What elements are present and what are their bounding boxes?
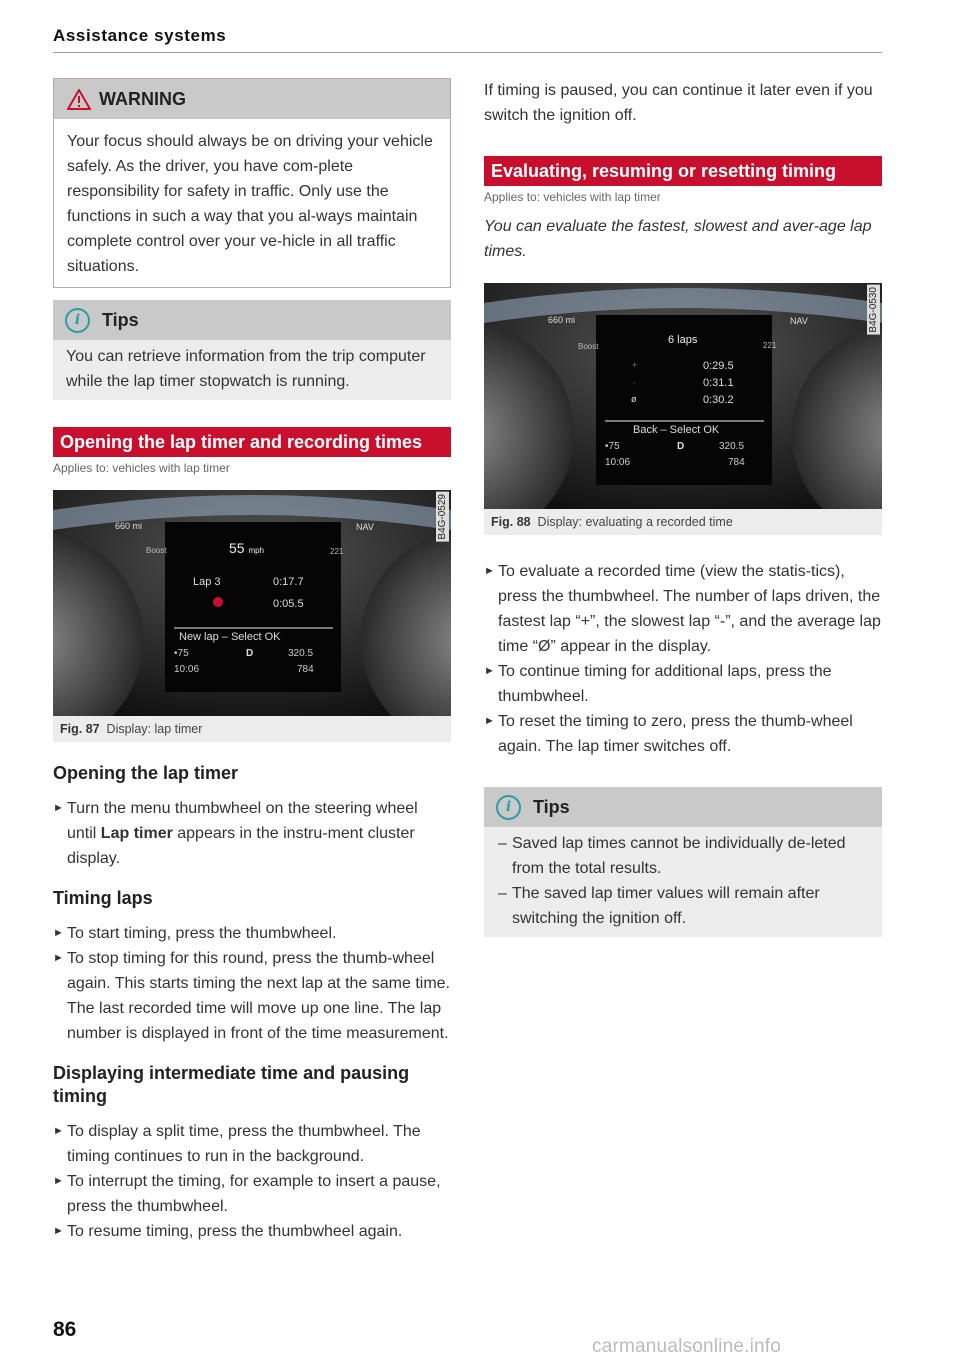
caption-text-88: Display: evaluating a recorded time [537,515,733,529]
dash-marker: – [498,885,507,902]
temp-top-value: 221 [763,341,777,350]
warning-triangle-icon [67,89,91,110]
outside-temp: •75 [174,648,189,659]
boost-label: Boost [578,342,599,351]
dash-marker: – [498,835,507,852]
bullet-arrow-icon: ► [53,1125,64,1137]
applies-to-1: Applies to: vehicles with lap timer [53,461,230,475]
watermark: carmanualsonline.info [592,1336,782,1357]
tips-title-1: Tips [102,309,139,330]
bullet-arrow-icon: ► [53,952,64,964]
tips-list-2 [484,827,882,937]
caption-text-87: Display: lap timer [106,722,203,736]
list-item-text: To evaluate a recorded time (view the statis-tics), press the thumbwheel. The number of laps driven, the fastest lap “+”, the slowest lap “-”, and the average lap time “Ø” appear in the display. [498,563,881,655]
list-item [484,831,868,881]
average-symbol: ø [631,394,637,404]
figure-caption-87 [53,716,451,742]
nav-label: NAV [356,522,374,532]
list-item [53,921,451,946]
range-value: 660 [115,521,131,531]
list-item [53,1219,451,1244]
gear-indicator: D [677,441,685,452]
section-lead: You can evaluate the fastest, slowest and aver-age lap times. [484,218,872,260]
figure-caption-88 [484,509,882,535]
figure-code-88: B4G-0530 [868,287,879,333]
info-icon: i [496,795,521,820]
temp-top-value: 221 [330,547,344,556]
gear-indicator: D [246,648,254,659]
section-title-evaluating: Evaluating, resuming or resetting timing [484,156,882,186]
section-title-opening: Opening the lap timer and recording times [53,427,451,457]
left-column [53,78,451,1244]
tips-header-1 [53,300,451,340]
odometer: 784 [728,457,745,468]
tips-text-1: You can retrieve information from the trip computer while the lap timer stopwatch is running. [66,348,426,390]
applies-to-2: Applies to: vehicles with lap timer [484,190,661,204]
list-item [53,796,451,871]
intro-paragraph: If timing is paused, you can continue it later even if you switch the ignition off. [484,82,873,124]
speed-unit: mph [248,546,265,555]
evaluating-list [484,559,882,759]
slowest-lap: 0:31.1 [703,377,734,389]
list-item [484,881,868,931]
clock: 10:06 [174,664,200,675]
list-item [53,1169,451,1219]
lap-time: 0:17.7 [273,576,304,588]
split-time: 0:05.5 [273,598,304,610]
lap-label: Lap 3 [193,576,221,588]
range-unit: mi [132,521,143,531]
subheading-timing-laps: Timing laps [53,888,153,908]
fastest-symbol: + [632,360,638,370]
list-item [484,709,882,759]
warning-box [53,78,451,288]
bullet-text-bold: Lap timer [100,825,173,842]
page-number: 86 [53,1318,77,1341]
subheading-opening-lap-timer: Opening the lap timer [53,763,239,783]
range-readout [548,315,575,325]
cluster-graphic-87 [53,490,451,716]
list-item-text: To resume timing, press the thumbwheel again. [67,1223,403,1240]
warning-text: Your focus should always be on driving your vehicle safely. As the driver, you have com-plete responsibility for safety in traffic. Only use the functions in such a way that you al-ways maintain complete control over your ve-hicle in all traffic situations. [67,133,433,275]
slowest-symbol: - [633,377,636,387]
cluster-display-88 [484,283,882,509]
outside-temp: •75 [605,441,620,452]
range-value: 660 [548,315,564,325]
bullet-arrow-icon: ► [53,927,64,939]
average-lap: 0:30.2 [703,394,734,406]
tips-box-2 [484,787,882,937]
list-item-text: To start timing, press the thumbwheel. [67,925,337,942]
speed-readout [229,540,264,556]
timing-laps-list [53,921,451,1046]
subheading-intermediate-time: Displaying intermediate time and pausing timing [53,1063,410,1106]
bullet-arrow-icon: ► [484,665,495,677]
fastest-lap: 0:29.5 [703,360,734,372]
trip-value: 320.5 [288,648,314,659]
clock: 10:06 [605,457,631,468]
figure-88 [484,283,882,535]
caption-number-88: Fig. 88 [491,515,531,529]
intermediate-list [53,1119,451,1244]
list-item [53,946,451,1046]
info-icon: i [65,308,90,333]
bullet-arrow-icon: ► [484,715,495,727]
boost-label: Boost [146,546,167,555]
right-column [484,78,882,937]
tips-box-1 [53,300,451,400]
bullet-text-pre: Turn the menu thumbwheel on the steering wheel until [67,800,418,842]
laps-count: 6 laps [668,334,698,346]
list-item-text: To interrupt the timing, for example to insert a pause, press the thumbwheel. [67,1173,441,1215]
list-item-text: To continue timing for additional laps, press the thumbwheel. [498,663,832,705]
list-item [53,1119,451,1169]
tips-title-2: Tips [533,796,570,817]
caption-number-87: Fig. 87 [60,722,100,736]
running-header: Assistance systems [53,26,227,45]
bullet-arrow-icon: ► [484,565,495,577]
odometer: 784 [297,664,314,675]
header-rule [53,52,882,53]
speed-value: 55 [229,540,245,556]
bullet-text-post: appears in the instru-ment cluster display. [67,825,415,867]
bullet-arrow-icon: ► [53,802,64,814]
tips-header-2 [484,787,882,827]
menu-hint: New lap – Select OK [179,631,281,643]
nav-label: NAV [790,316,808,326]
trip-value: 320.5 [719,441,745,452]
list-item [484,559,882,659]
list-item-text: To reset the timing to zero, press the thumb-wheel again. The lap timer switches off. [498,713,853,755]
list-item-text: The saved lap timer values will remain after switching the ignition off. [512,885,820,927]
warning-header [54,79,450,119]
bullet-arrow-icon: ► [53,1225,64,1237]
warning-title: WARNING [99,88,186,109]
list-item-text: To stop timing for this round, press the thumb-wheel again. This starts timing the next lap at the same time. The last recorded time will move up one line. The lap number is displayed in front of the time measurement. [67,950,450,1042]
range-unit: mi [565,315,576,325]
bullet-arrow-icon: ► [53,1175,64,1187]
range-readout [115,521,142,531]
cluster-display-87 [53,490,451,716]
list-item-text: To display a split time, press the thumbwheel. The timing continues to run in the background. [67,1123,421,1165]
figure-87 [53,490,451,742]
list-item-text: Saved lap times cannot be individually de-leted from the total results. [512,835,846,877]
list-item [484,659,882,709]
menu-hint: Back – Select OK [633,424,720,436]
cluster-graphic-88 [484,283,882,509]
figure-code-87: B4G-0529 [437,494,448,540]
